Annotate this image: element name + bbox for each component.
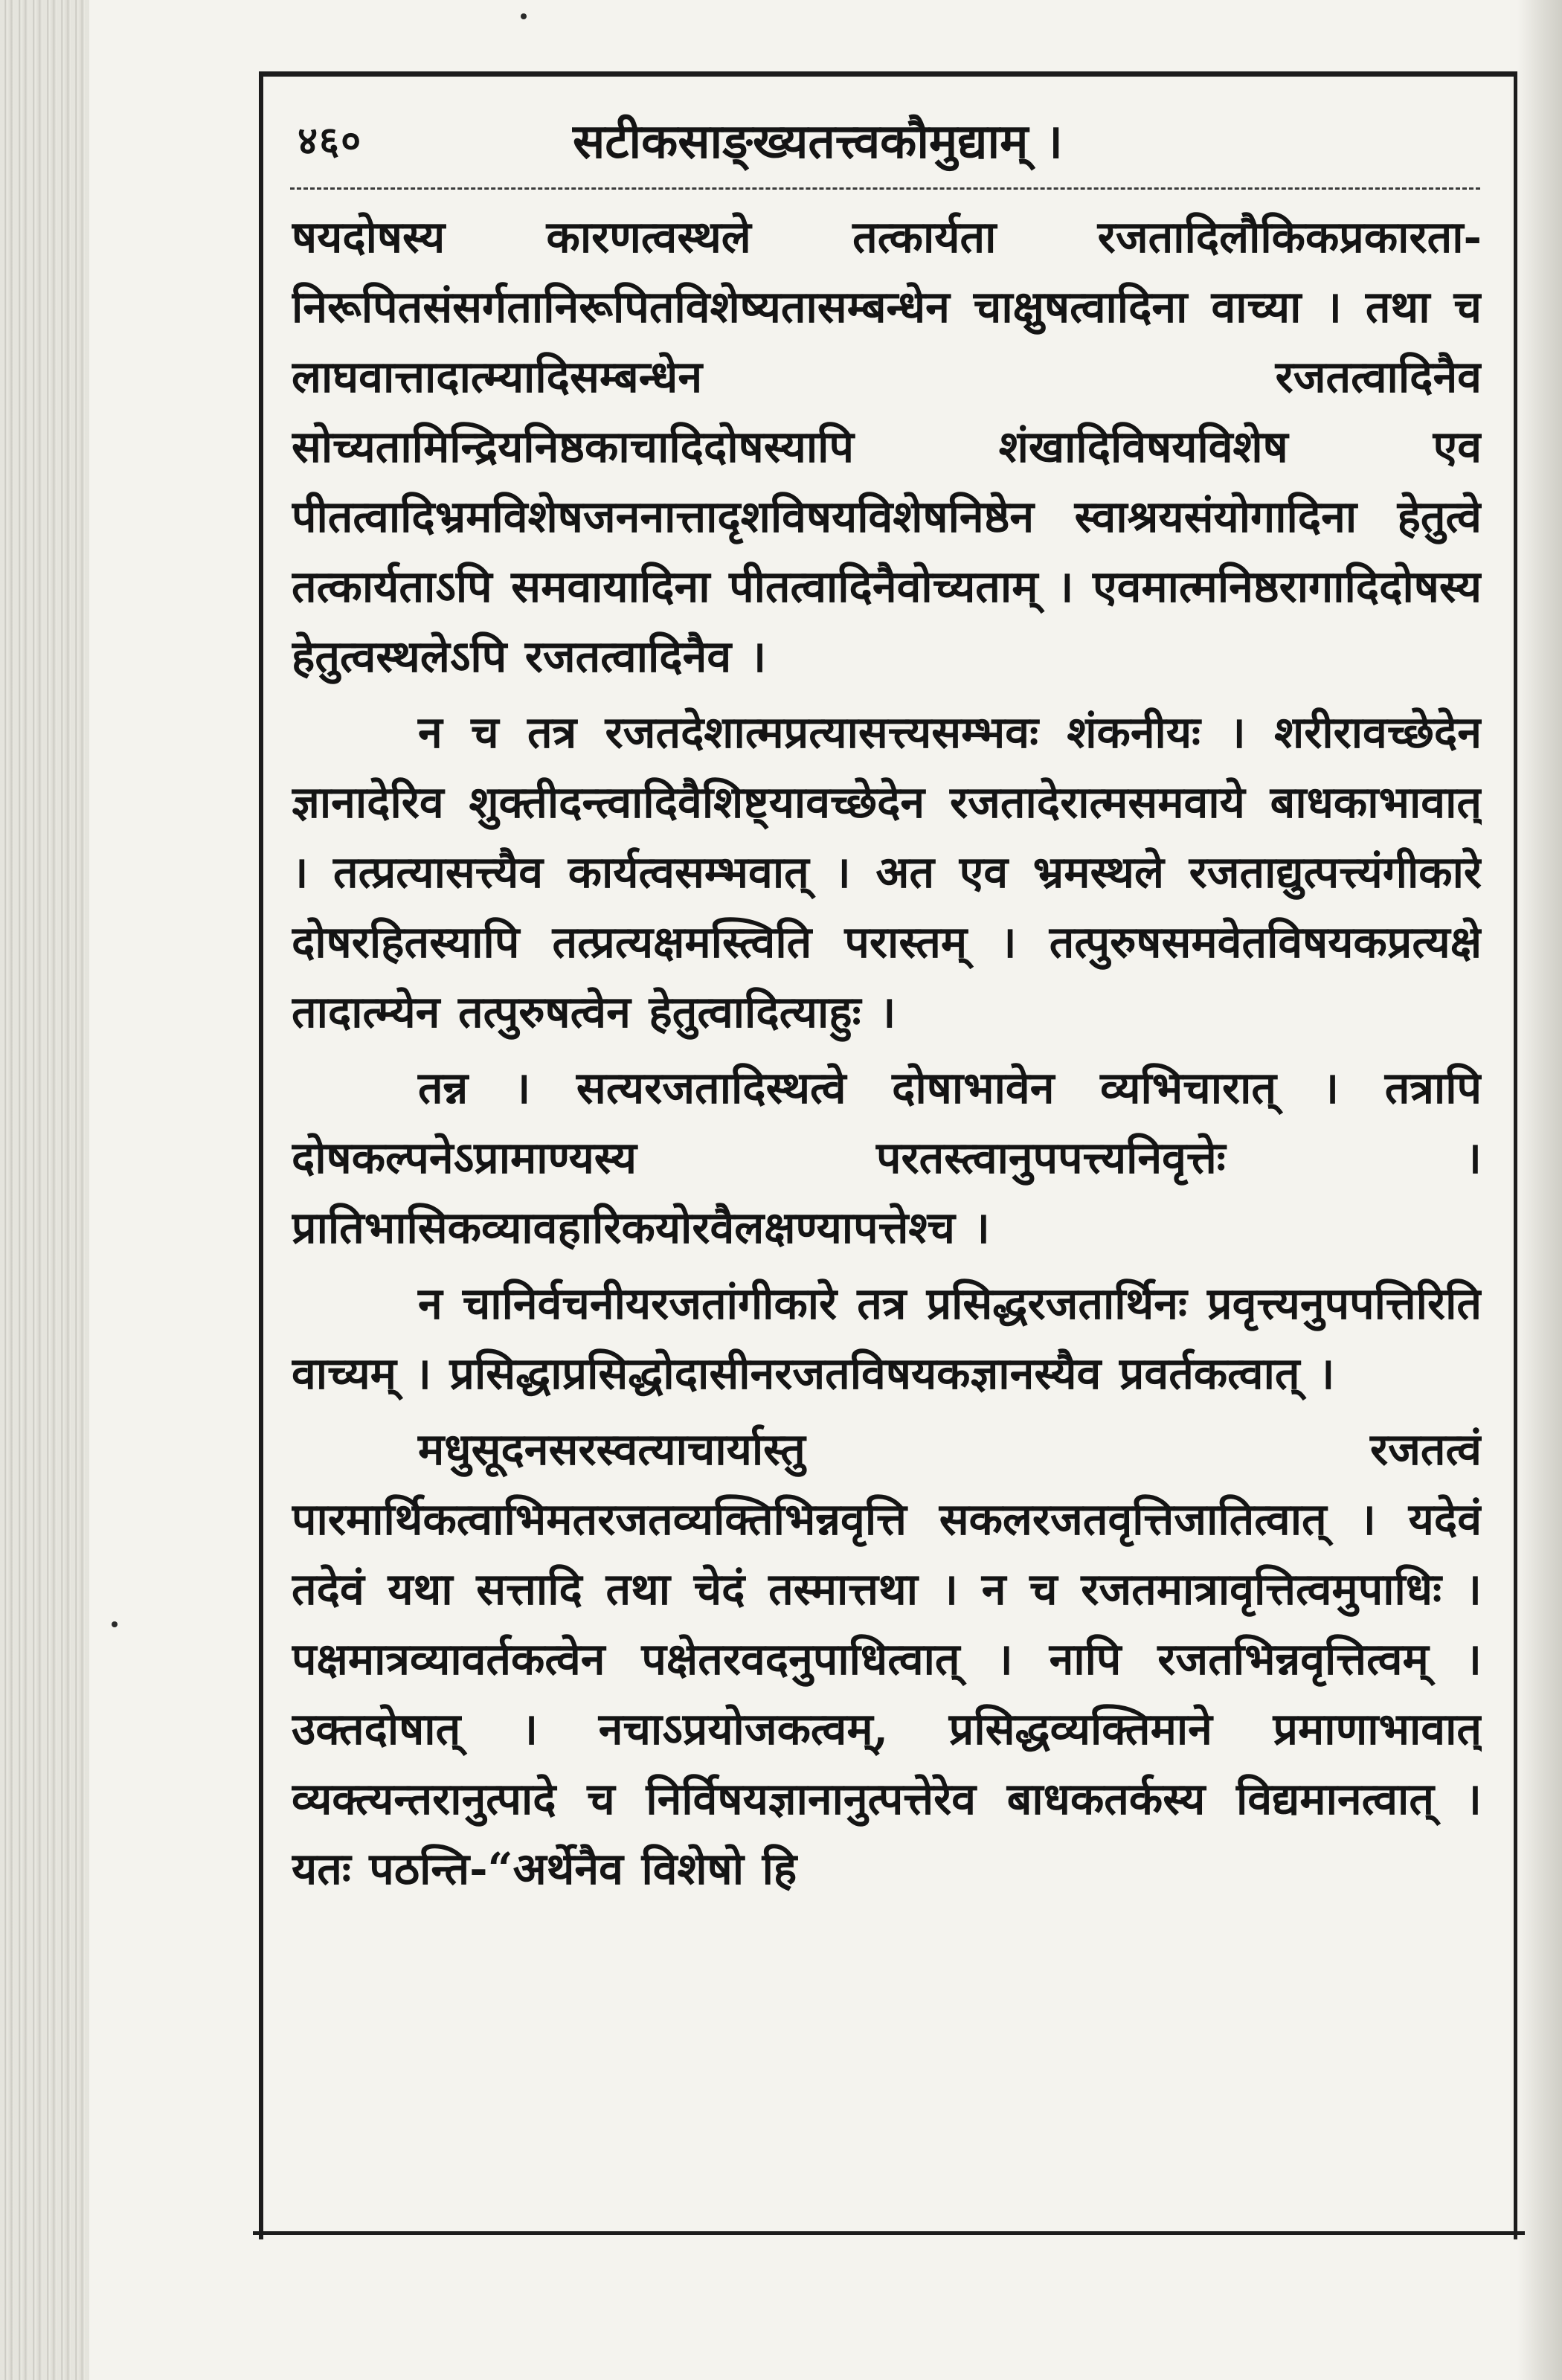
- scan-binding-edge: [0, 0, 89, 2380]
- page-number: ४६०: [298, 118, 363, 164]
- paragraph-4: न चानिर्वचनीयरजतांगीकारे तत्र प्रसिद्धरजतार्थिनः प्रवृत्त्यनुपपत्तिरिति वाच्यम् । प्रसिद्धाप्रसिद्धोदासीनरजतविषयकज्ञानस्यैव प्रवर्तकत्वात् ।: [292, 1278, 1482, 1399]
- scan-speck: [521, 13, 527, 19]
- paragraph-2: न च तत्र रजतदेशात्मप्रत्यासत्त्यसम्भवः शंकनीयः । शरीरावच्छेदेन ज्ञानादेरिव शुक्तीदन्त्वादिवैशिष्ट्यावच्छेदेन रजतादेरात्मसमवाये बाधकाभावात् । तत्प्रत्यासत्त्यैव कार्यत्वसम्भवात् । अत एव भ्रमस्थले रजताद्युत्पत्त्यंगीकारे दोषरहितस्यापि तत्प्रत्यक्षमस्त्विति परास्तम् । तत्पुरुषसमवेतविषयकप्रत्यक्षे तादात्म्येन तत्पुरुषत्वेन हेतुत्वादित्याहुः ।: [292, 707, 1482, 1038]
- paragraph-5: मधुसूदनसरस्वत्याचार्यास्तु रजतत्वं पारमार्थिकत्वाभिमतरजतव्यक्तिभिन्नवृत्ति सकलरजतवृत्तिजातित्वात् । यदेवं तदेवं यथा सत्तादि तथा चेदं तस्मात्तथा । न च रजतमात्रावृत्तित्वमुपाधिः । पक्षमात्रव्यावर्तकत्वेन पक्षेतरवदनुपाधित्वात् । नापि रजतभिन्नवृत्तित्वम् । उक्तदोषात् । नचाऽप्रयोजकत्वम्, प्रसिद्धव्यक्तिमाने प्रमाणाभावात् व्यक्त्यन्तरानुत्पादे च निर्विषयज्ञानानुत्पत्तेरेव बाधकतर्कस्य विद्यमानत्वात् । यतः पठन्ति-“अर्थेनैव विशेषो हि: [292, 1424, 1482, 1894]
- page-header: [290, 104, 1480, 186]
- header-rule: [290, 187, 1480, 190]
- body-text: [292, 202, 1482, 2218]
- bottom-rule: [253, 2231, 1525, 2235]
- running-title: सटीकसाङ्ख्यतत्त्वकौमुद्याम् ।: [573, 114, 1063, 170]
- scan-right-edge: [1517, 0, 1562, 2380]
- paragraph-1: षयदोषस्य कारणत्वस्थले तत्कार्यता रजतादिलौकिकप्रकारता-निरूपितसंसर्गतानिरूपितविशेष्यतासम्बन्धेन चाक्षुषत्वादिना वाच्या । तथा च लाघवात्तादात्म्यादिसम्बन्धेन रजतत्वादिनैव सोच्यतामिन्द्रियनिष्ठकाचादिदोषस्यापि शंखादिविषयविशेष एव पीतत्वादिभ्रमविशेषजननात्तादृशविषयविशेषनिष्ठेन स्वाश्रयसंयोगादिना हेतुत्वे तत्कार्यताऽपि समवायादिना पीतत्वादिनैवोच्यताम् । एवमात्मनिष्ठरागादिदोषस्य हेतुत्वस्थलेऽपि रजतत्वादिनैव ।: [292, 211, 1482, 682]
- scan-speck: [112, 1621, 118, 1627]
- paragraph-3: तन्न । सत्यरजतादिस्थत्वे दोषाभावेन व्यभिचारात् । तत्रापि दोषकल्पनेऽप्रामाण्यस्य परतस्त्वानुपपत्त्यनिवृत्तेः । प्रातिभासिकव्यावहारिकयोरवैलक्षण्यापत्तेश्च ।: [292, 1062, 1482, 1253]
